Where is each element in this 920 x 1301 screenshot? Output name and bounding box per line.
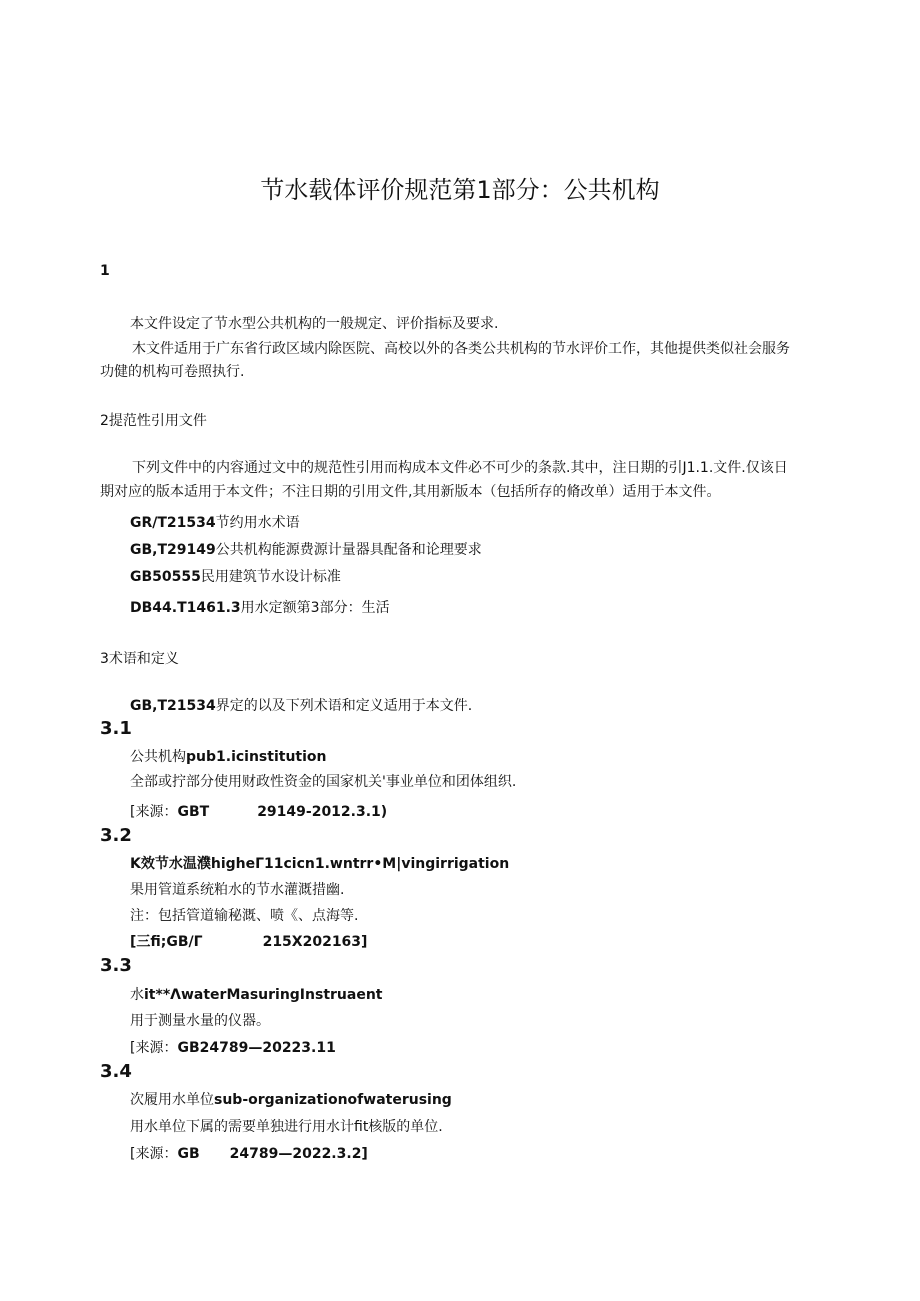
term-zh: 水: [130, 987, 144, 1003]
source-rest: 29149-2012.3.1): [257, 804, 388, 820]
section-2-para-line-1: 下列文件中的内容通过文中的规范性引用而构成本文件必不可少的条款.其中，注日期的引J1.1.文件.仅该日: [132, 460, 788, 476]
source-code: GB: [177, 1146, 200, 1162]
term-note: 注：包括管道输秘溉、喷《、点海等.: [130, 908, 359, 924]
term-number: 3.3: [100, 955, 132, 976]
source-prefix: [来源：: [130, 1146, 178, 1162]
reference-name: 公共机构能源费源计量器具配备和论理要求: [215, 542, 482, 558]
section-3-intro: [130, 695, 472, 715]
source-prefix: [三fi;GB/Γ: [130, 934, 203, 950]
term-title: [130, 984, 383, 1004]
term-definition: 果用管道系统粕水的节水灌溉措幽.: [130, 882, 345, 898]
reference-code: GB50555: [130, 569, 201, 585]
reference-item: [130, 597, 390, 617]
reference-name: 用水定额第3部分：生活: [240, 600, 390, 616]
source-code: GB24789—20223.11: [177, 1040, 336, 1056]
source-rest: 24789—2022.3.2]: [229, 1146, 368, 1162]
section-1-para-2-line-2: 功健的机构可卷照执行.: [100, 364, 245, 380]
source-prefix: [来源：: [130, 1040, 178, 1056]
term-en: pub1.icinstitution: [186, 749, 327, 765]
page-title: 节水载体评价规范第1部分：公共机构: [260, 176, 660, 204]
term-definition: 用于测量水量的仪器。: [130, 1013, 270, 1029]
term-number: 3.4: [100, 1061, 132, 1082]
section-3-heading: 3术语和定义: [100, 651, 179, 667]
reference-item: [130, 539, 482, 559]
reference-name: 民用建筑节水设计标准: [200, 569, 341, 585]
term-title: [130, 746, 327, 766]
reference-item: [130, 566, 341, 586]
term-zh: 次履用水单位: [130, 1092, 214, 1108]
section-1-heading: 1: [100, 263, 110, 279]
section-2-para-line-2: 期对应的版本适用于本文件；不注日期的引用文件,其用新版本（包括所存的脩改单）适用于本文件。: [100, 484, 721, 500]
term-en: it**ΛwaterMasuringInstruaent: [144, 987, 383, 1003]
section-2-heading: 2提范性引用文件: [100, 413, 207, 429]
reference-code: DB44.T1461.3: [130, 600, 241, 616]
source-prefix: [来源：: [130, 804, 178, 820]
term-source: [130, 801, 387, 821]
term-en: higheΓ11cicn1.wntrr•M|vingirrigation: [210, 856, 510, 872]
reference-code: GR/T21534: [130, 515, 216, 531]
reference-item: [130, 512, 300, 532]
term-title: [130, 1089, 452, 1109]
source-rest: 215X202163]: [262, 934, 368, 950]
term-source: [130, 1037, 336, 1057]
term-source: [130, 1143, 368, 1163]
term-number: 3.2: [100, 825, 132, 846]
reference-code: GB,T29149: [130, 542, 216, 558]
term-source: [130, 931, 367, 951]
term-en: sub-organizationofwaterusing: [214, 1092, 452, 1108]
term-zh: 公共机构: [130, 749, 186, 765]
section-1-para-2-line-1: 木文件适用于广东省行政区域内除医院、高校以外的各类公共机构的节水评价工作，其他提供类似社会服务: [132, 341, 790, 357]
term-definition: 全部或拧部分使用财政性资金的国家机关'事业单位和团体组织.: [130, 774, 517, 790]
term-number: 3.1: [100, 718, 132, 739]
source-code: GBT: [177, 804, 210, 820]
intro-text: 界定的以及下列术语和定义适用于本文件.: [215, 698, 473, 714]
section-1-para-1: 本文件设定了节水型公共机构的一般规定、评价指标及要求.: [130, 316, 499, 332]
term-zh: K效节水温濮: [130, 856, 211, 872]
intro-code: GB,T21534: [130, 698, 216, 714]
term-definition: 用水单位下属的需要单独进行用水计fit核版的单位.: [130, 1119, 443, 1135]
term-title: [130, 853, 509, 873]
reference-name: 节约用水术语: [215, 515, 300, 531]
